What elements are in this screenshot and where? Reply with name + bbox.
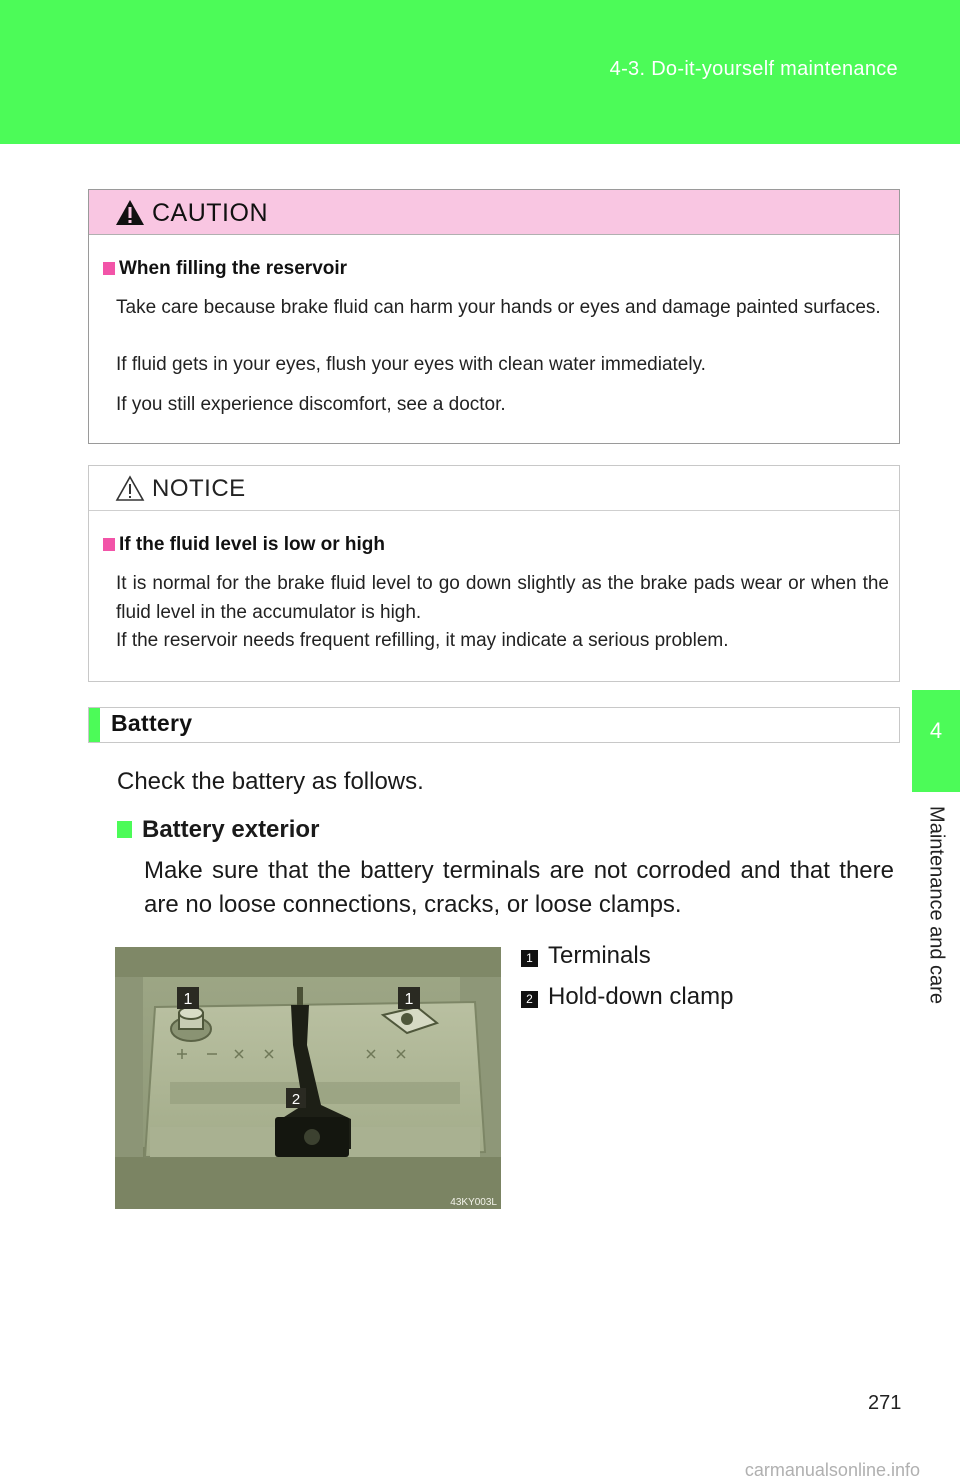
subheading: Battery exterior: [117, 816, 319, 844]
header-band: [0, 0, 960, 144]
chapter-label: Maintenance and care: [925, 806, 948, 1004]
notice-heading: If the fluid level is low or high: [103, 534, 385, 556]
caution-label: CAUTION: [152, 199, 268, 227]
callout-2: [286, 1088, 306, 1108]
legend-item: 2 Hold-down clamp: [521, 983, 733, 1011]
figure-code: 43KY003L: [450, 1197, 497, 1208]
caution-heading: When filling the reservoir: [103, 258, 347, 280]
svg-text:1: 1: [183, 991, 193, 1008]
intro-text: Check the battery as follows.: [117, 768, 424, 795]
notice-paragraph: If the reservoir needs frequent refilling, it may indicate a serious problem.: [116, 630, 729, 651]
notice-paragraph: It is normal for the brake fluid level to go down slightly as the brake pads wear or when the fluid level in the accumulator is high.: [116, 573, 889, 623]
chapter-tab: [912, 690, 960, 792]
caution-header: [89, 190, 899, 235]
callout-1-left: [177, 987, 199, 1009]
legend-number: 2: [521, 991, 538, 1008]
section-title: 4-3. Do-it-yourself maintenance: [609, 58, 898, 80]
caution-box: [88, 189, 900, 444]
warning-triangle-outline-icon: [115, 475, 145, 502]
watermark: carmanualsonline.info: [744, 1460, 920, 1480]
warning-triangle-icon: [115, 199, 145, 226]
caution-paragraph: If you still experience discomfort, see a doctor.: [116, 394, 506, 415]
section-heading: Battery: [111, 710, 193, 736]
body-text: Make sure that the battery terminals are not corroded and that there are no loose connections, cracks, or loose clamps.: [144, 857, 894, 918]
notice-label: NOTICE: [152, 475, 246, 502]
svg-text:2: 2: [291, 1091, 301, 1108]
callout-1-right: [398, 987, 420, 1009]
page-number: 271: [868, 1392, 902, 1414]
bullet-square-icon: [103, 538, 115, 551]
caution-paragraph: Take care because brake fluid can harm your hands or eyes and damage painted surfaces.: [116, 297, 881, 318]
bullet-square-icon: [117, 821, 132, 838]
chapter-number: 4: [929, 718, 943, 743]
caution-paragraph: If fluid gets in your eyes, flush your eyes with clean water immediately.: [116, 354, 706, 375]
notice-box: [88, 465, 900, 682]
section-accent: [89, 708, 100, 742]
legend-number: 1: [521, 950, 538, 967]
section-heading-bar: [88, 707, 900, 743]
battery-illustration: [115, 947, 501, 1209]
bullet-square-icon: [103, 262, 115, 275]
svg-text:1: 1: [404, 991, 414, 1008]
notice-header: [89, 466, 899, 511]
legend-item: 1 Terminals: [521, 942, 651, 970]
